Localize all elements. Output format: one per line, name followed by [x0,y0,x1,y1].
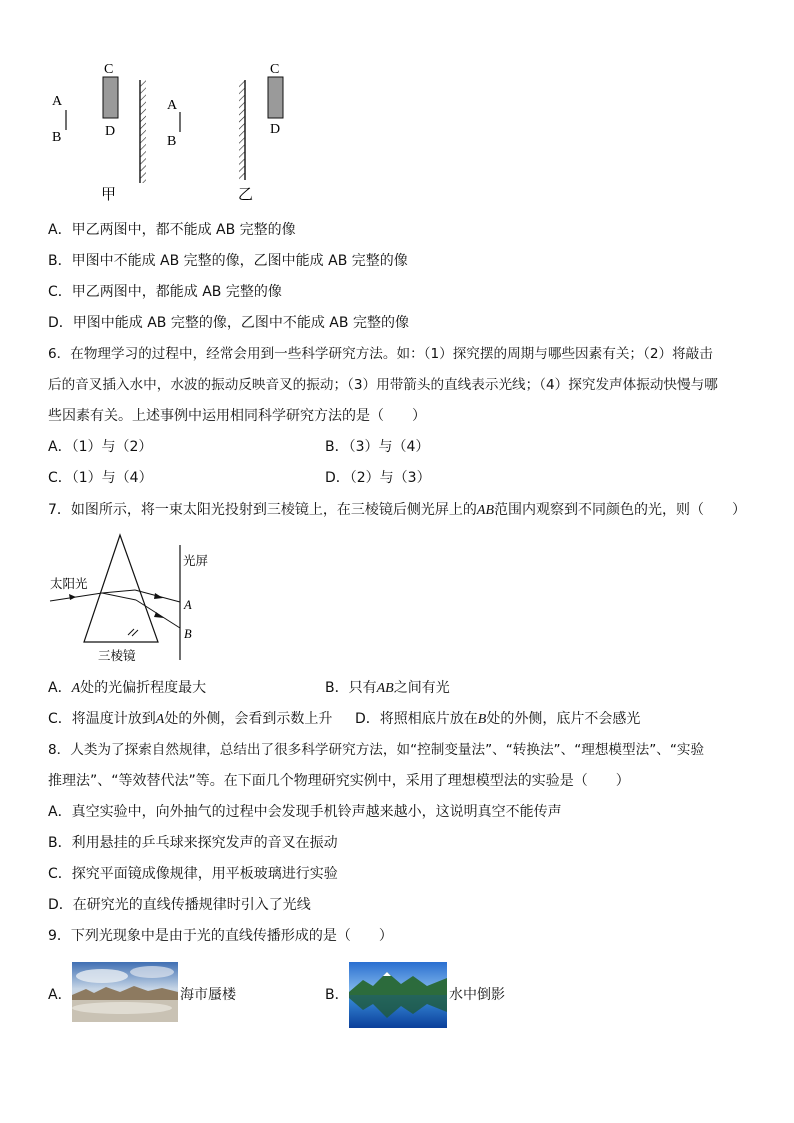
q8-option-c: C．探究平面镜成像规律，用平板玻璃进行实验 [48,866,338,882]
ray-inside-top [102,590,135,593]
label-b-left: B [52,130,62,145]
q6-option-a: A．（1）与（2） [48,439,153,455]
mirror-hatch-right [239,80,245,180]
label-a-left: A [52,94,63,109]
q7-stem [48,500,746,521]
q7-option-c-var: A [155,712,165,727]
q9-option-a-caption: 海市蜃楼 [180,987,236,1003]
label-d-right: D [270,122,281,137]
mirror-figure [0,0,794,210]
q7-option-b-post: 之间有光 [393,680,450,696]
arrow-a [154,593,163,599]
q7-stem-var: AB [476,503,495,518]
q6-option-b: B．（3）与（4） [325,439,430,455]
q8-option-b: B．利用悬挂的乒乓球来探究发声的音叉在振动 [48,835,338,851]
q9-option-b-caption: 水中倒影 [449,987,505,1003]
reflection-photo [349,962,447,1028]
caption-yi: 乙 [238,187,254,203]
q8-option-d: D．在研究光的直线传播规律时引入了光线 [48,897,311,913]
q7-option-b-pre: B．只有 [325,680,377,696]
q5-option-b: B．甲图中不能成 AB 完整的像，乙图中能成 AB 完整的像 [48,253,408,269]
q6-option-d: D．（2）与（3） [325,470,431,486]
q7-option-c-post: 处的外侧，会看到示数上升 [164,711,333,727]
q7-option-d-pre: D．将照相底片放在 [355,711,478,727]
q9-option-a-letter: A． [48,987,72,1003]
q7-option-d-var: B [477,712,487,727]
label-b-right: B [167,134,177,149]
q5-option-d: D．甲图中能成 AB 完整的像，乙图中不能成 AB 完整的像 [48,315,409,331]
q9-stem: 9．下列光现象中是由于光的直线传播形成的是（ ） [48,928,393,944]
q6-stem-line1: 6．在物理学习的过程中，经常会用到一些科学研究方法。如：（1）探究摆的周期与哪些因素有关；（2）将敲击 [48,346,713,362]
q7-option-a-pre: A． [48,680,72,696]
q7-stem-pre: 7．如图所示，将一束太阳光投射到三棱镜上，在三棱镜后侧光屏上的 [48,502,477,518]
q7-option-b-var: AB [376,681,394,696]
caption-jia: 甲 [101,187,117,203]
q9-option-b-letter: B． [325,987,349,1003]
label-a-right: A [167,98,178,113]
label-prism: 三棱镜 [98,649,136,663]
q8-stem-line1: 8．人类为了探索自然规律，总结出了很多科学研究方法，如“控制变量法”、“转换法”、“理想模型法”、“实验 [48,742,705,758]
q6-option-c: C．（1）与（4） [48,470,153,486]
plane-cd-left [103,77,118,118]
label-c-right: C [270,62,280,77]
q7-option-a-post: 处的光偏折程度最大 [80,680,207,696]
label-point-b: B [184,627,192,641]
q7-option-c [48,709,332,730]
q7-option-d-post: 处的外侧，底片不会感光 [486,711,641,727]
q7-option-a [48,678,206,699]
mirror-hatch-left [140,80,146,183]
q7-option-b [325,678,450,699]
q8-option-a: A．真空实验中，向外抽气的过程中会发现手机铃声越来越小，这说明真空不能传声 [48,804,562,820]
label-screen: 光屏 [183,554,209,568]
q8-stem-line2: 推理法”、“等效替代法”等。在下面几个物理研究实例中，采用了理想模型法的实验是（ ） [48,773,630,789]
q5-option-a: A．甲乙两图中，都不能成 AB 完整的像 [48,222,296,238]
q5-option-c: C．甲乙两图中，都能成 AB 完整的像 [48,284,282,300]
prism-figure [40,530,270,670]
q7-stem-post: 范围内观察到不同颜色的光，则（ ） [494,502,747,518]
label-c-left: C [104,62,114,77]
q6-stem-line2: 后的音叉插入水中，水波的振动反映音叉的振动；（3）用带箭头的直线表示光线；（4）探究发声体振动快慢与哪 [48,377,718,393]
label-sunlight: 太阳光 [50,577,88,591]
q7-option-c-pre: C．将温度计放到 [48,711,156,727]
prism-mark-1 [128,629,134,635]
plane-cd-right [268,77,283,118]
q7-option-d [355,709,640,730]
prism-mark-2 [132,630,138,636]
label-d-left: D [105,124,116,139]
q7-option-a-var: A [71,681,81,696]
incident-arrow [69,594,76,600]
ray-inside-bottom [102,593,136,600]
prism [84,535,158,642]
label-point-a: A [184,598,192,612]
mirage-photo [72,962,178,1022]
q6-stem-line3: 些因素有关。上述事例中运用相同科学研究方法的是（ ） [48,408,426,424]
